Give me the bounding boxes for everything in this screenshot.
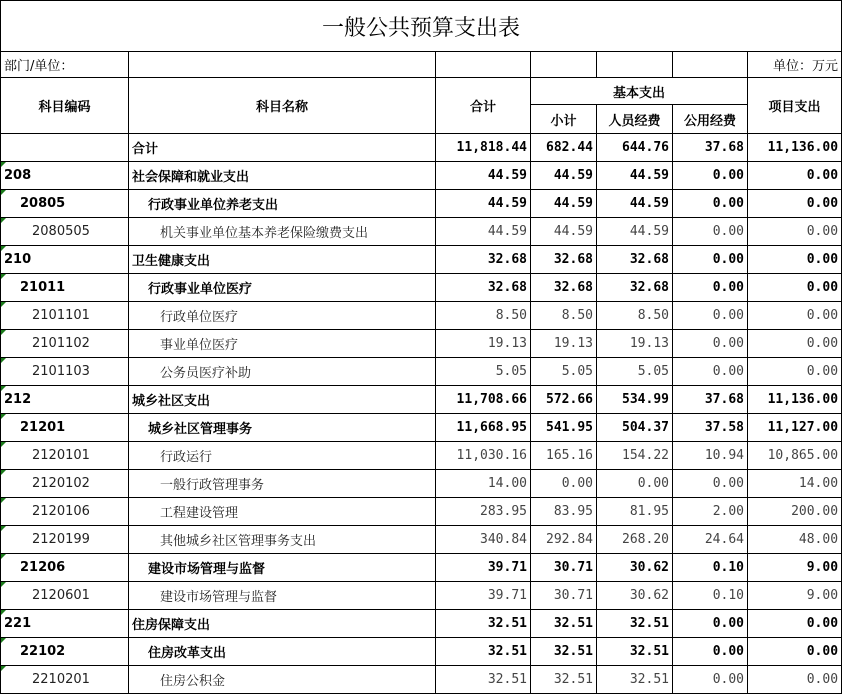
total-cell[interactable]: 32.51: [436, 610, 531, 638]
header-project[interactable]: 项目支出: [748, 78, 842, 134]
project-cell[interactable]: 0.00: [748, 666, 842, 694]
table-row: [1, 274, 842, 302]
name-cell-text: 卫生健康支出: [132, 254, 211, 269]
personnel-cell[interactable]: 644.76: [597, 134, 673, 162]
name-cell-text: 住房公积金: [160, 674, 226, 689]
table-row: [1, 190, 842, 218]
total-cell[interactable]: 44.59: [436, 218, 531, 246]
subtotal-cell[interactable]: 572.66: [531, 386, 597, 414]
project-cell[interactable]: 10,865.00: [748, 442, 842, 470]
cell-comment-indicator-icon: [1, 386, 6, 391]
name-cell[interactable]: [129, 498, 436, 526]
name-cell[interactable]: [129, 638, 436, 666]
personnel-cell[interactable]: 44.59: [597, 190, 673, 218]
code-cell-text: 212: [4, 392, 32, 407]
name-cell-text: 行政事业单位医疗: [148, 282, 253, 297]
table-row: [1, 330, 842, 358]
table-row: [1, 638, 842, 666]
code-cell-text: 2120101: [32, 448, 90, 463]
project-cell[interactable]: 0.00: [748, 638, 842, 666]
personnel-cell[interactable]: 32.68: [597, 274, 673, 302]
table-row: [1, 358, 842, 386]
code-cell[interactable]: [1, 134, 129, 162]
subtotal-cell[interactable]: 83.95: [531, 498, 597, 526]
header-subtotal[interactable]: 小计: [531, 105, 597, 134]
dept-value-cell[interactable]: [129, 52, 436, 78]
name-cell[interactable]: [129, 386, 436, 414]
cell-comment-indicator-icon: [1, 330, 6, 335]
table-row: [1, 414, 842, 442]
cell-comment-indicator-icon: [1, 218, 6, 223]
name-cell-text: 机关事业单位基本养老保险缴费支出: [160, 226, 369, 241]
cell-comment-indicator-icon: [1, 190, 6, 195]
public-cell[interactable]: 0.00: [673, 610, 748, 638]
subtotal-cell[interactable]: 32.51: [531, 610, 597, 638]
name-cell[interactable]: [129, 358, 436, 386]
name-cell-text: 一般行政管理事务: [160, 478, 265, 493]
name-cell[interactable]: [129, 246, 436, 274]
subtotal-cell[interactable]: 0.00: [531, 470, 597, 498]
personnel-cell[interactable]: 8.50: [597, 302, 673, 330]
name-cell-text: 住房保障支出: [132, 618, 211, 633]
table-row: [1, 554, 842, 582]
unit-label: 单位：万元: [773, 59, 839, 74]
project-cell[interactable]: 11,136.00: [748, 134, 842, 162]
cell-comment-indicator-icon: [1, 274, 6, 279]
dept-label-cell[interactable]: [1, 52, 129, 78]
name-cell[interactable]: [129, 666, 436, 694]
code-cell[interactable]: [1, 498, 129, 526]
public-cell[interactable]: 0.00: [673, 190, 748, 218]
name-cell-text: 社会保障和就业支出: [132, 170, 250, 185]
code-cell-text: 210: [4, 252, 32, 267]
personnel-cell[interactable]: 44.59: [597, 218, 673, 246]
total-cell[interactable]: 44.59: [436, 190, 531, 218]
cell-comment-indicator-icon: [1, 554, 6, 559]
header-public[interactable]: 公用经费: [673, 105, 748, 134]
total-cell[interactable]: 32.68: [436, 274, 531, 302]
code-cell[interactable]: [1, 442, 129, 470]
header-code[interactable]: 科目编码: [1, 78, 129, 134]
project-cell[interactable]: 0.00: [748, 162, 842, 190]
cell-comment-indicator-icon: [1, 414, 6, 419]
total-cell[interactable]: 11,708.66: [436, 386, 531, 414]
name-cell[interactable]: [129, 134, 436, 162]
table-row: [1, 134, 842, 162]
cell-comment-indicator-icon: [1, 638, 6, 643]
name-cell[interactable]: [129, 274, 436, 302]
project-cell[interactable]: 9.00: [748, 554, 842, 582]
dept-empty-cell[interactable]: [531, 52, 597, 78]
total-cell[interactable]: 39.71: [436, 582, 531, 610]
subtotal-cell[interactable]: 8.50: [531, 302, 597, 330]
dept-empty-cell[interactable]: [436, 52, 531, 78]
personnel-cell[interactable]: 154.22: [597, 442, 673, 470]
name-cell-text: 工程建设管理: [160, 506, 239, 521]
name-cell-text: 行政单位医疗: [160, 310, 239, 325]
project-cell[interactable]: 0.00: [748, 246, 842, 274]
total-cell[interactable]: 8.50: [436, 302, 531, 330]
personnel-cell[interactable]: 32.51: [597, 666, 673, 694]
project-cell[interactable]: 0.00: [748, 302, 842, 330]
public-cell[interactable]: 37.68: [673, 386, 748, 414]
code-cell-text: 2210201: [32, 672, 90, 687]
public-cell[interactable]: 0.00: [673, 330, 748, 358]
cell-comment-indicator-icon: [1, 470, 6, 475]
code-cell-text: 2101102: [32, 336, 90, 351]
public-cell[interactable]: 37.58: [673, 414, 748, 442]
header-personnel[interactable]: 人员经费: [597, 105, 673, 134]
personnel-cell[interactable]: 81.95: [597, 498, 673, 526]
code-cell[interactable]: [1, 358, 129, 386]
name-cell-text: 建设市场管理与监督: [148, 562, 266, 577]
public-cell[interactable]: 0.00: [673, 470, 748, 498]
cell-comment-indicator-icon: [1, 526, 6, 531]
public-cell[interactable]: 10.94: [673, 442, 748, 470]
public-cell[interactable]: 0.00: [673, 358, 748, 386]
code-cell[interactable]: [1, 302, 129, 330]
table-title[interactable]: 一般公共预算支出表: [1, 1, 842, 52]
project-cell[interactable]: 48.00: [748, 526, 842, 554]
code-cell[interactable]: [1, 666, 129, 694]
total-cell[interactable]: 32.51: [436, 666, 531, 694]
code-cell[interactable]: [1, 470, 129, 498]
subtotal-cell[interactable]: 44.59: [531, 218, 597, 246]
code-cell-text: 2101101: [32, 308, 90, 323]
code-cell-text: 208: [4, 168, 32, 183]
cell-comment-indicator-icon: [1, 498, 6, 503]
name-cell[interactable]: [129, 554, 436, 582]
name-cell-text: 城乡社区管理事务: [148, 422, 253, 437]
public-cell[interactable]: 0.00: [673, 218, 748, 246]
subtotal-cell[interactable]: 19.13: [531, 330, 597, 358]
code-cell-text: 221: [4, 616, 32, 631]
dept-label: 部门/单位：: [4, 59, 74, 74]
name-cell-text: 行政运行: [160, 450, 213, 465]
total-cell[interactable]: 11,668.95: [436, 414, 531, 442]
name-cell-text: 住房改革支出: [148, 646, 227, 661]
table-row: [1, 582, 842, 610]
table-row: [1, 470, 842, 498]
public-cell[interactable]: 0.00: [673, 638, 748, 666]
name-cell-text: 事业单位医疗: [160, 338, 239, 353]
table-row: [1, 442, 842, 470]
project-cell[interactable]: 0.00: [748, 610, 842, 638]
code-cell[interactable]: [1, 582, 129, 610]
code-cell-text: 2120106: [32, 504, 90, 519]
subtotal-cell[interactable]: 32.68: [531, 246, 597, 274]
header-basic[interactable]: 基本支出: [531, 78, 748, 105]
personnel-cell[interactable]: 32.51: [597, 638, 673, 666]
name-cell-text: 公务员医疗补助: [160, 366, 252, 381]
table-row: [1, 498, 842, 526]
code-cell[interactable]: [1, 274, 129, 302]
subtotal-cell[interactable]: 682.44: [531, 134, 597, 162]
code-cell[interactable]: [1, 330, 129, 358]
dept-empty-cell[interactable]: [597, 52, 673, 78]
project-cell[interactable]: 9.00: [748, 582, 842, 610]
name-cell-text: 合计: [132, 142, 159, 157]
name-cell[interactable]: [129, 302, 436, 330]
name-cell[interactable]: [129, 330, 436, 358]
personnel-cell[interactable]: 268.20: [597, 526, 673, 554]
personnel-cell[interactable]: 504.37: [597, 414, 673, 442]
code-cell-text: 2120102: [32, 476, 90, 491]
code-cell[interactable]: [1, 386, 129, 414]
name-cell[interactable]: [129, 190, 436, 218]
personnel-cell[interactable]: 30.62: [597, 554, 673, 582]
table-row: [1, 246, 842, 274]
name-cell[interactable]: [129, 470, 436, 498]
subtotal-cell[interactable]: 32.68: [531, 274, 597, 302]
name-cell-text: 建设市场管理与监督: [160, 590, 278, 605]
public-cell[interactable]: 0.00: [673, 302, 748, 330]
table-row: [1, 218, 842, 246]
subtotal-cell[interactable]: 541.95: [531, 414, 597, 442]
total-cell[interactable]: 44.59: [436, 162, 531, 190]
total-cell[interactable]: 11,030.16: [436, 442, 531, 470]
code-cell[interactable]: [1, 162, 129, 190]
name-cell-text: 其他城乡社区管理事务支出: [160, 534, 317, 549]
code-cell-text: 22102: [20, 644, 66, 659]
personnel-cell[interactable]: 19.13: [597, 330, 673, 358]
subtotal-cell[interactable]: 165.16: [531, 442, 597, 470]
public-cell[interactable]: 0.00: [673, 162, 748, 190]
name-cell[interactable]: [129, 162, 436, 190]
cell-comment-indicator-icon: [1, 666, 6, 671]
cell-comment-indicator-icon: [1, 302, 6, 307]
personnel-cell[interactable]: 534.99: [597, 386, 673, 414]
project-cell[interactable]: 11,136.00: [748, 386, 842, 414]
code-cell-text: 2080505: [32, 224, 90, 239]
public-cell[interactable]: 0.10: [673, 582, 748, 610]
code-cell-text: 2120199: [32, 532, 90, 547]
cell-comment-indicator-icon: [1, 246, 6, 251]
personnel-cell[interactable]: 5.05: [597, 358, 673, 386]
table-row: [1, 162, 842, 190]
header-name[interactable]: 科目名称: [129, 78, 436, 134]
code-cell[interactable]: [1, 218, 129, 246]
subtotal-cell[interactable]: 32.51: [531, 638, 597, 666]
project-cell[interactable]: 0.00: [748, 274, 842, 302]
project-cell[interactable]: 0.00: [748, 358, 842, 386]
name-cell-text: 城乡社区支出: [132, 394, 211, 409]
total-cell[interactable]: 283.95: [436, 498, 531, 526]
project-cell[interactable]: 14.00: [748, 470, 842, 498]
personnel-cell[interactable]: 32.68: [597, 246, 673, 274]
code-cell-text: 21206: [20, 560, 66, 575]
name-cell[interactable]: [129, 442, 436, 470]
unit-label-cell[interactable]: [748, 52, 842, 78]
subtotal-cell[interactable]: 44.59: [531, 162, 597, 190]
code-cell[interactable]: [1, 414, 129, 442]
subtotal-cell[interactable]: 292.84: [531, 526, 597, 554]
project-cell[interactable]: 0.00: [748, 190, 842, 218]
cell-comment-indicator-icon: [1, 582, 6, 587]
total-cell[interactable]: 5.05: [436, 358, 531, 386]
total-cell[interactable]: 39.71: [436, 554, 531, 582]
project-cell[interactable]: 0.00: [748, 330, 842, 358]
total-cell[interactable]: 14.00: [436, 470, 531, 498]
public-cell[interactable]: 37.68: [673, 134, 748, 162]
cell-comment-indicator-icon: [1, 358, 6, 363]
project-cell[interactable]: 0.00: [748, 218, 842, 246]
code-cell[interactable]: [1, 638, 129, 666]
personnel-cell[interactable]: 0.00: [597, 470, 673, 498]
code-cell[interactable]: [1, 190, 129, 218]
table-row: [1, 666, 842, 694]
code-cell[interactable]: [1, 526, 129, 554]
name-cell[interactable]: [129, 414, 436, 442]
public-cell[interactable]: 0.10: [673, 554, 748, 582]
dept-empty-cell[interactable]: [673, 52, 748, 78]
project-cell[interactable]: 200.00: [748, 498, 842, 526]
code-cell-text: 2101103: [32, 364, 90, 379]
code-cell-text: 21011: [20, 280, 66, 295]
total-cell[interactable]: 340.84: [436, 526, 531, 554]
code-cell-text: 21201: [20, 420, 66, 435]
public-cell[interactable]: 2.00: [673, 498, 748, 526]
personnel-cell[interactable]: 44.59: [597, 162, 673, 190]
name-cell-text: 行政事业单位养老支出: [148, 198, 279, 213]
subtotal-cell[interactable]: 30.71: [531, 582, 597, 610]
code-cell[interactable]: [1, 246, 129, 274]
public-cell[interactable]: 0.00: [673, 246, 748, 274]
name-cell[interactable]: [129, 582, 436, 610]
code-cell[interactable]: [1, 610, 129, 638]
subtotal-cell[interactable]: 30.71: [531, 554, 597, 582]
header-total[interactable]: 合计: [436, 78, 531, 134]
code-cell-text: 2120601: [32, 588, 90, 603]
cell-comment-indicator-icon: [1, 442, 6, 447]
personnel-cell[interactable]: 30.62: [597, 582, 673, 610]
total-cell[interactable]: 19.13: [436, 330, 531, 358]
code-cell-text: 20805: [20, 196, 66, 211]
public-cell[interactable]: 0.00: [673, 274, 748, 302]
table-row: [1, 610, 842, 638]
total-cell[interactable]: 11,818.44: [436, 134, 531, 162]
subtotal-cell[interactable]: 32.51: [531, 666, 597, 694]
table-row: [1, 386, 842, 414]
table-row: [1, 302, 842, 330]
name-cell[interactable]: [129, 218, 436, 246]
public-cell[interactable]: 0.00: [673, 666, 748, 694]
personnel-cell[interactable]: 32.51: [597, 610, 673, 638]
total-cell[interactable]: 32.68: [436, 246, 531, 274]
code-cell[interactable]: [1, 554, 129, 582]
name-cell[interactable]: [129, 610, 436, 638]
name-cell[interactable]: [129, 526, 436, 554]
cell-comment-indicator-icon: [1, 610, 6, 615]
public-cell[interactable]: 24.64: [673, 526, 748, 554]
subtotal-cell[interactable]: 44.59: [531, 190, 597, 218]
project-cell[interactable]: 11,127.00: [748, 414, 842, 442]
total-cell[interactable]: 32.51: [436, 638, 531, 666]
cell-comment-indicator-icon: [1, 162, 6, 167]
table-row: [1, 526, 842, 554]
subtotal-cell[interactable]: 5.05: [531, 358, 597, 386]
